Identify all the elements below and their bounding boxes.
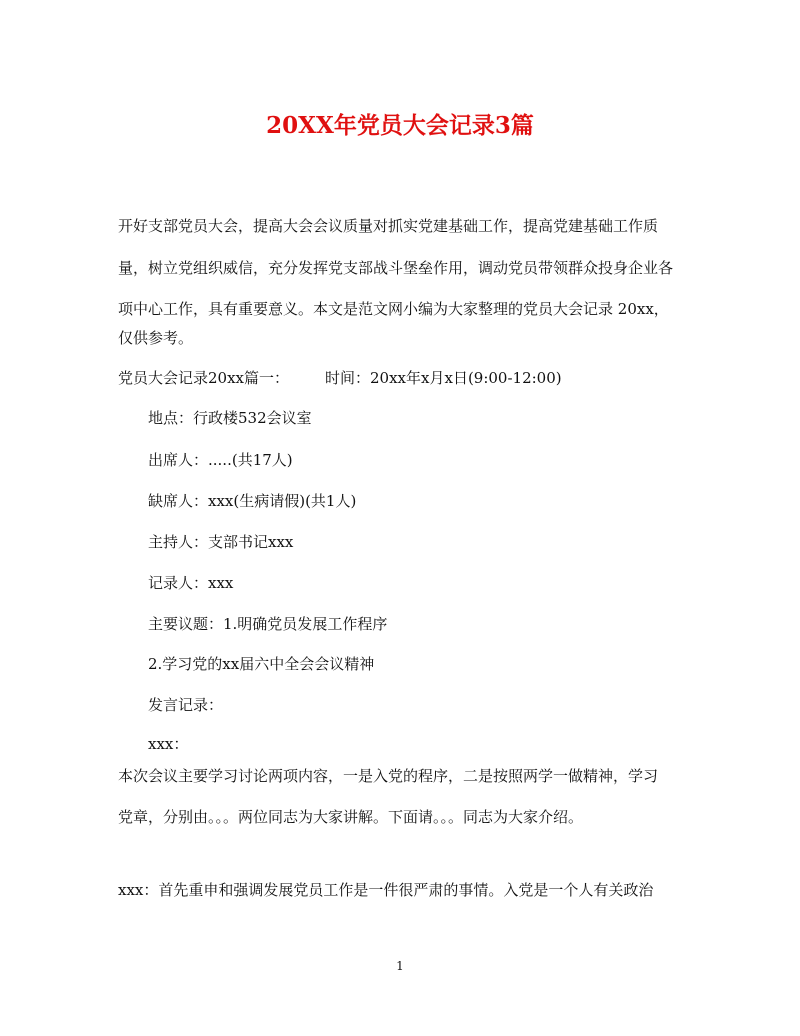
- speech-line-1: 本次会议主要学习讨论两项内容，一是入党的程序，二是按照两学一做精神，学习: [118, 767, 659, 785]
- speech-heading: 发言记录：: [148, 696, 224, 714]
- speech-line-3: xxx：首先重申和强调发展党员工作是一件很严肃的事情。入党是一个人有关政治: [118, 881, 654, 899]
- meeting-host: 主持人：支部书记xxx: [148, 533, 294, 551]
- intro-line-2: 量，树立党组织威信，充分发挥党支部战斗堡垒作用，调动党员带领群众投身企业各: [118, 259, 674, 277]
- meeting-attendees: 出席人：.....(共17人): [148, 451, 293, 469]
- intro-line-3: 项中心工作，具有重要意义。本文是范文网小编为大家整理的党员大会记录 20xx，: [118, 300, 669, 318]
- meeting-recorder: 记录人：xxx: [148, 574, 234, 592]
- intro-line-1: 开好支部党员大会，提高大会会议质量对抓实党建基础工作，提高党建基础工作质: [118, 217, 659, 235]
- meeting-topic-1: 主要议题：1.明确党员发展工作程序: [148, 615, 388, 633]
- meeting-location: 地点：行政楼532会议室: [148, 409, 312, 427]
- meeting-absentees: 缺席人：xxx(生病请假)(共1人): [148, 492, 357, 510]
- intro-line-4: 仅供参考。: [118, 329, 194, 347]
- document-title: 20XX年党员大会记录3篇: [266, 112, 534, 139]
- speech-line-2: 党章，分别由。。。两位同志为大家讲解。下面请。。。同志为大家介绍。: [118, 808, 584, 826]
- record-heading: 党员大会记录20xx篇一：: [118, 369, 290, 387]
- record-heading-line: [118, 366, 562, 390]
- meeting-topic-2: 2.学习党的xx届六中全会会议精神: [148, 655, 375, 673]
- speaker-label: xxx：: [148, 735, 189, 753]
- page-number: 1: [396, 959, 404, 973]
- record-time: 时间：20xx年x月x日(9:00-12:00): [325, 369, 562, 387]
